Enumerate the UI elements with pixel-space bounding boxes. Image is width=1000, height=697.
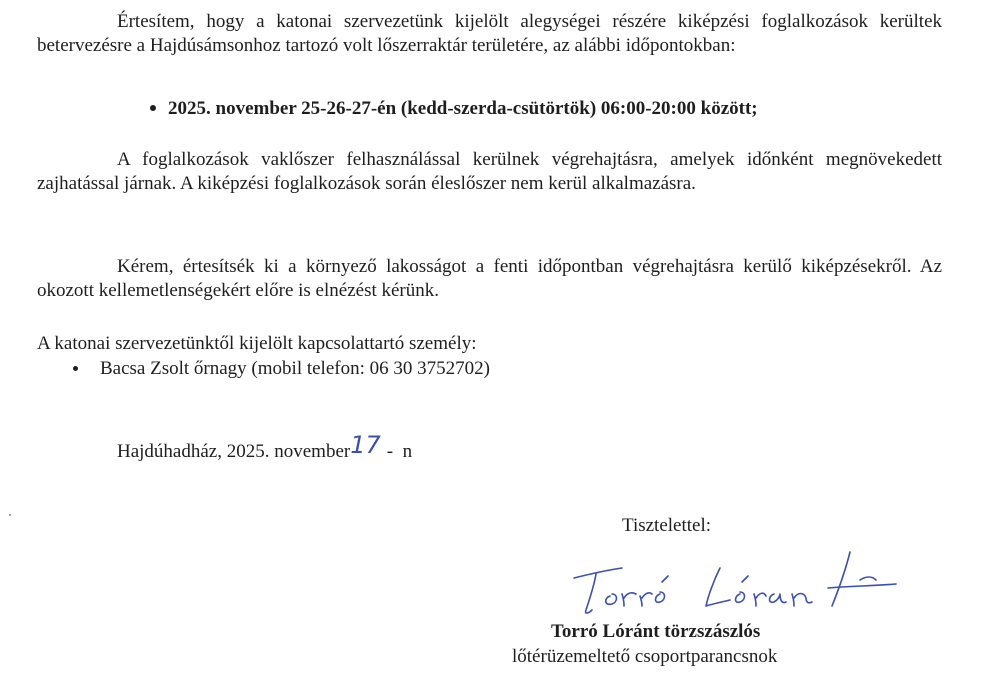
signer-title: lőtérüzemeltető csoportparancsnok — [512, 646, 778, 667]
handwritten-signature — [560, 540, 900, 620]
scan-speck — [9, 514, 11, 516]
signer-name: Torró Lóránt törzszászlós — [551, 621, 761, 642]
bullet-icon — [150, 105, 156, 111]
date-suffix: - n — [386, 441, 413, 462]
closing: Tisztelettel: — [622, 515, 712, 536]
date-line — [117, 431, 413, 464]
notice-paragraph: Értesítem, hogy a katonai szervezetünk kijelölt alegységei részére kiképzési foglalkozások kerültek betervezésre a Hajdúsámsonhoz tartozó volt lőszerraktár területére, az alábbi időpontokban: — [37, 11, 942, 56]
contact-person: Bacsa Zsolt őrnagy (mobil telefon: 06 30 3752702) — [100, 358, 490, 379]
blank-ammo-paragraph: A foglalkozások vaklőszer felhasználással kerülnek végrehajtásra, amelyek időnként megnövekedett zajhatással járnak. A kiképzési foglalkozások során éleslőszer nem kerül alkalmazásra. — [37, 149, 942, 194]
request-paragraph: Kérem, értesítsék ki a környező lakosságot a fenti időpontban végrehajtásra kerülő kiképzésekről. Az okozott kellemetlenségekért előre is elnézést kérünk. — [37, 256, 942, 301]
contact-bullet — [73, 357, 490, 381]
contact-intro: A katonai szervezetünktől kijelölt kapcsolattartó személy: — [37, 333, 477, 354]
schedule-bullet — [150, 97, 758, 121]
date-prefix: Hajdúhadház, 2025. november — [117, 441, 351, 462]
handwritten-day: 17 — [350, 431, 381, 459]
schedule-text: 2025. november 25-26-27-én (kedd-szerda-csütörtök) 06:00-20:00 között; — [168, 98, 758, 119]
bullet-icon — [73, 366, 78, 371]
